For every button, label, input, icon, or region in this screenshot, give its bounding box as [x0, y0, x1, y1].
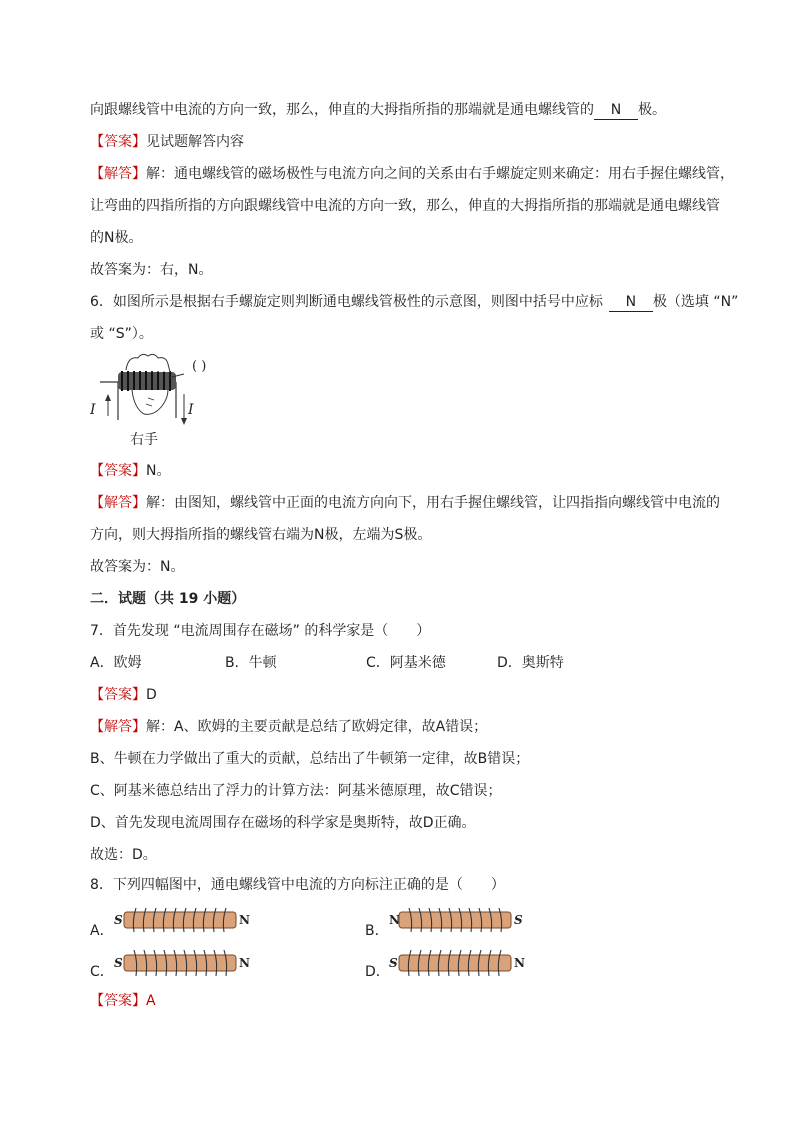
- q8-option-c-solenoid: [112, 946, 252, 980]
- q6-stem-line-2: 或 “S”）。: [90, 326, 153, 342]
- q6-explain-line-1: 【解答】解：由图知，螺线管中正面的电流方向向下，用右手握住螺线管，让四指指向螺线管中电流的: [90, 495, 720, 511]
- q8-d-right-pole: N: [514, 956, 525, 970]
- q5-conclusion: 故答案为：右，N。: [90, 262, 213, 278]
- q5-explain-line-1: 【解答】解：通电螺线管的磁场极性与电流方向之间的关系由右手螺旋定则来确定：用右手握住螺线管，: [90, 166, 734, 182]
- q7-explain-line-2: B、牛顿在力学做出了重大的贡献，总结出了牛顿第一定律，故B错误；: [90, 751, 530, 767]
- q7-option-b: B．牛顿: [225, 655, 277, 671]
- q7-stem: 7．首先发现 “电流周围存在磁场” 的科学家是（ ）: [90, 623, 431, 639]
- q7-explain-line-4: D、首先发现电流周围存在磁场的科学家是奥斯特，故D正确。: [90, 815, 476, 831]
- q8-c-left-pole: S: [114, 956, 123, 970]
- q5-blank: N: [594, 101, 638, 120]
- q7-explain-line-1: 【解答】解：A、欧姆的主要贡献是总结了欧姆定律，故A错误；: [90, 719, 488, 735]
- q6-figure-caption: 右手: [130, 432, 158, 448]
- q7-conclusion: 故选：D。: [90, 847, 157, 863]
- q8-option-c-label: C．: [90, 964, 114, 980]
- q8-d-left-pole: S: [389, 956, 398, 970]
- q5-explain-line-3: 的N极。: [90, 230, 143, 246]
- q8-option-d-solenoid: [387, 946, 527, 980]
- q8-option-a-label: A．: [90, 923, 114, 939]
- q5-text-line: 向跟螺线管中电流的方向一致，那么，伸直的大拇指所指的那端就是通电螺线管的 N 极。: [90, 102, 666, 118]
- q6-conclusion: 故答案为：N。: [90, 559, 185, 575]
- q8-a-right-pole: N: [239, 913, 250, 927]
- section-title: 二．试题（共 19 小题）: [90, 591, 246, 607]
- q6-explain-line-2: 方向，则大拇指所指的螺线管右端为N极，左端为S极。: [90, 527, 432, 543]
- q8-c-right-pole: N: [239, 956, 250, 970]
- q6-answer: 【答案】N。: [90, 463, 171, 479]
- q6-stem-line-1: 6．如图所示是根据右手螺旋定则判断通电螺线管极性的示意图，则图中括号中应标 N 极（选填 “N”: [90, 294, 739, 310]
- q6-figure-bracket: ( ): [192, 359, 207, 374]
- q7-option-a: A．欧姆: [90, 655, 142, 671]
- q8-stem: 8．下列四幅图中，通电螺线管中电流的方向标注正确的是（ ）: [90, 877, 505, 893]
- q6-current-right-label: I: [188, 402, 194, 418]
- q5-answer: 【答案】见试题解答内容: [90, 134, 244, 150]
- q7-option-d: D．奥斯特: [497, 655, 564, 671]
- q8-a-left-pole: S: [114, 913, 123, 927]
- q8-option-a-solenoid: [112, 902, 252, 938]
- q7-option-c: C．阿基米德: [366, 655, 446, 671]
- q8-option-b-label: B．: [365, 923, 389, 939]
- q7-explain-line-3: C、阿基米德总结出了浮力的计算方法：阿基米德原理，故C错误；: [90, 783, 502, 799]
- q8-option-d-label: D．: [365, 964, 390, 980]
- q6-blank: N: [609, 293, 653, 312]
- q8-option-b-solenoid: [387, 902, 527, 938]
- q7-answer: 【答案】D: [90, 687, 157, 703]
- q6-current-left-label: I: [90, 402, 96, 418]
- q8-b-right-pole: S: [514, 913, 523, 927]
- q8-answer: 【答案】A: [90, 993, 156, 1009]
- q5-explain-line-2: 让弯曲的四指所指的方向跟螺线管中电流的方向一致，那么，伸直的大拇指所指的那端就是通电螺线管: [90, 198, 720, 214]
- q8-b-left-pole: N: [389, 913, 400, 927]
